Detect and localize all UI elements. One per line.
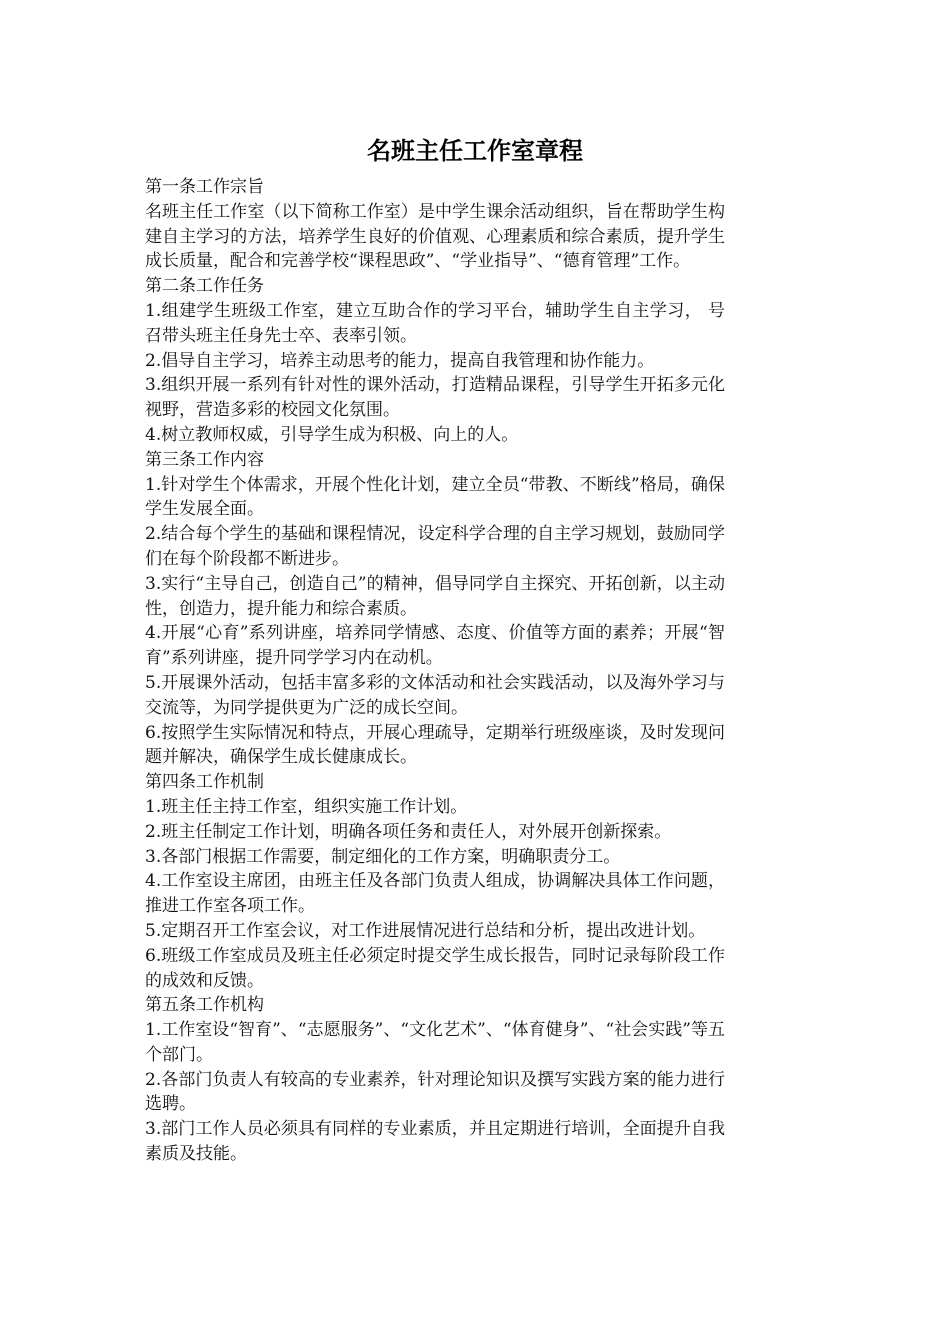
paragraph: 5.定期召开工作室会议，对工作进展情况进行总结和分析，提出改进计划。 — [145, 920, 706, 941]
paragraph: 3.部门工作人员必须具有同样的专业素质，并且定期进行培训，全面提升自我素质及技能。 — [145, 1119, 725, 1165]
paragraph: 1.工作室设“智育”、“志愿服务”、“文化艺术”、“体育健身”、“社会实践”等五个部门。 — [145, 1020, 725, 1065]
paragraph: 3.实行“主导自己，创造自己”的精神，倡导同学自主探究、开拓创新，以主动性，创造力，提升能力和综合素质。 — [145, 573, 725, 619]
paragraph: 2.倡导自主学习，培养主动思考的能力，提高自我管理和协作能力。 — [145, 350, 655, 371]
paragraph: 2.班主任制定工作计划，明确各项任务和责任人，对外展开创新探索。 — [145, 821, 672, 842]
paragraph: 3.组织开展一系列有针对性的课外活动，打造精品课程，引导学生开拓多元化视野，营造多彩的校园文化氛围。 — [145, 375, 725, 421]
paragraph: 1.班主任主持工作室，组织实施工作计划。 — [145, 796, 468, 817]
paragraph: 6.班级工作室成员及班主任必须定时提交学生成长报告，同时记录每阶段工作的成效和反馈。 — [145, 945, 725, 991]
paragraph: 2.各部门负责人有较高的专业素养，针对理论知识及撰写实践方案的能力进行选聘。 — [145, 1069, 725, 1115]
section-heading: 第三条工作内容 — [145, 449, 264, 470]
paragraph: 4.树立教师权威，引导学生成为积极、向上的人。 — [145, 424, 519, 445]
section-heading: 第四条工作机制 — [145, 772, 264, 793]
paragraph: 2.结合每个学生的基础和课程情况，设定科学合理的自主学习规划，鼓励同学们在每个阶段都不断进步。 — [145, 524, 725, 569]
paragraph: 名班主任工作室（以下简称工作室）是中学生课余活动组织，旨在帮助学生构建自主学习的方法，培养学生良好的价值观、心理素质和综合素质，提升学生成长质量，配合和完善学校“课程思政”、“学业指导”、“德育管理”工作。 — [145, 201, 725, 272]
section-heading: 第五条工作机构 — [145, 995, 264, 1016]
document-body — [145, 175, 725, 1167]
paragraph: 1.组建学生班级工作室，建立互助合作的学习平台，辅助学生自主学习， 号召带头班主任身先士卒、表率引领。 — [145, 300, 725, 346]
paragraph: 3.各部门根据工作需要，制定细化的工作方案，明确职责分工。 — [145, 846, 621, 867]
paragraph: 4.开展“心育”系列讲座，培养同学情感、态度、价值等方面的素养；开展“智育”系列讲座，提升同学学习内在动机。 — [145, 623, 725, 669]
paragraph: 1.针对学生个体需求，开展个性化计划，建立全员“带教、不断线”格局，确保学生发展全面。 — [145, 474, 725, 520]
paragraph: 4.工作室设主席团，由班主任及各部门负责人组成，协调解决具体工作问题，推进工作室各项工作。 — [145, 871, 725, 917]
section-heading: 第一条工作宗旨 — [145, 177, 264, 197]
paragraph: 6.按照学生实际情况和特点，开展心理疏导，定期举行班级座谈，及时发现问题并解决，确保学生成长健康成长。 — [145, 722, 725, 768]
paragraph: 5.开展课外活动，包括丰富多彩的文体活动和社会实践活动，以及海外学习与交流等，为同学提供更为广泛的成长空间。 — [145, 672, 725, 718]
document-title: 名班主任工作室章程 — [367, 136, 583, 165]
section-heading: 第二条工作任务 — [145, 276, 264, 297]
